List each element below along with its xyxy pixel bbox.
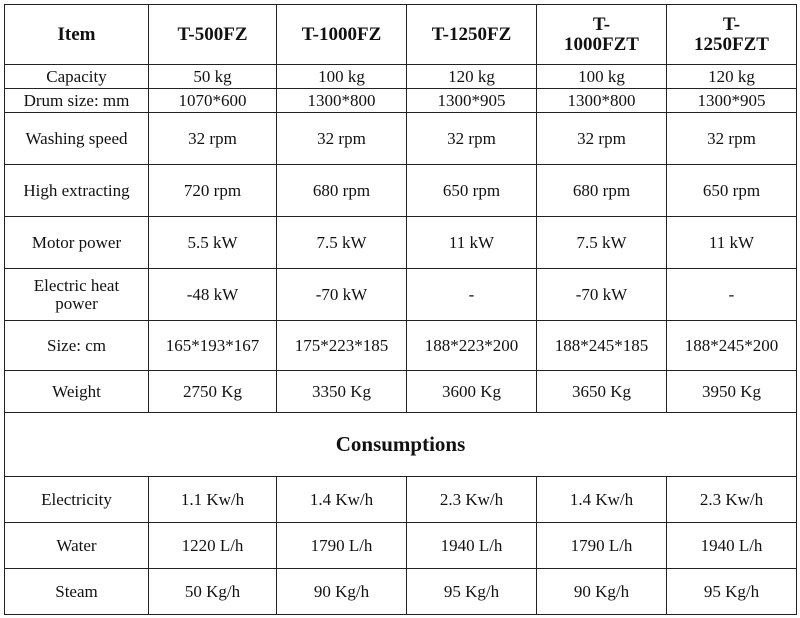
cell: 90 Kg/h [537,569,667,615]
cell: 2750 Kg [149,371,277,413]
row-label: Weight [5,371,149,413]
cell: 1220 L/h [149,523,277,569]
spec-row [5,371,797,413]
cell: 120 kg [667,65,797,89]
section-title: Consumptions [5,413,797,477]
consumption-row [5,523,797,569]
cell: 95 Kg/h [667,569,797,615]
cell: 1300*800 [277,89,407,113]
consumption-row [5,569,797,615]
cell: 11 kW [407,217,537,269]
model-line: T- 1250FZT [694,13,769,55]
cell: 680 rpm [277,165,407,217]
cell: 50 kg [149,65,277,89]
row-label: Size: cm [5,321,149,371]
cell: 165*193*167 [149,321,277,371]
header-model [667,5,797,65]
cell: 1300*905 [407,89,537,113]
cell: 95 Kg/h [407,569,537,615]
cell: 3600 Kg [407,371,537,413]
cell: 32 rpm [277,113,407,165]
cell: 188*245*200 [667,321,797,371]
cell: 1940 L/h [407,523,537,569]
cell: -70 kW [537,269,667,321]
row-label: High extracting [5,165,149,217]
consumption-row [5,477,797,523]
cell: - [667,269,797,321]
cell: 188*223*200 [407,321,537,371]
cell: 1300*905 [667,89,797,113]
row-label: Electricity [5,477,149,523]
cell: 120 kg [407,65,537,89]
cell: 50 Kg/h [149,569,277,615]
spec-row [5,269,797,321]
cell: 1070*600 [149,89,277,113]
header-model [537,5,667,65]
cell: 1790 L/h [277,523,407,569]
spec-row [5,113,797,165]
cell: 90 Kg/h [277,569,407,615]
cell: 32 rpm [407,113,537,165]
header-model: T-1250FZ [407,5,537,65]
cell: 32 rpm [667,113,797,165]
row-label: Motor power [5,217,149,269]
cell: 7.5 kW [277,217,407,269]
spec-row [5,89,797,113]
cell: 3950 Kg [667,371,797,413]
header-model: T-500FZ [149,5,277,65]
cell: 32 rpm [537,113,667,165]
row-label [5,269,149,321]
row-label: Drum size: mm [5,89,149,113]
spec-row [5,165,797,217]
model-line: T- 1000FZT [564,13,639,55]
header-row [5,5,797,65]
cell: 32 rpm [149,113,277,165]
spec-row [5,217,797,269]
row-label-text: Electric heat power [33,275,120,313]
spec-table [4,4,797,615]
cell: 7.5 kW [537,217,667,269]
section-row [5,413,797,477]
cell: 188*245*185 [537,321,667,371]
cell: 1790 L/h [537,523,667,569]
row-label: Washing speed [5,113,149,165]
spec-row [5,65,797,89]
cell: 100 kg [537,65,667,89]
cell: 2.3 Kw/h [407,477,537,523]
row-label: Steam [5,569,149,615]
cell: - [407,269,537,321]
cell: 3650 Kg [537,371,667,413]
cell: 2.3 Kw/h [667,477,797,523]
cell: 650 rpm [407,165,537,217]
cell: 1.1 Kw/h [149,477,277,523]
header-item: Item [5,5,149,65]
cell: 680 rpm [537,165,667,217]
spec-row [5,321,797,371]
row-label: Water [5,523,149,569]
cell: 1.4 Kw/h [537,477,667,523]
cell: 1300*800 [537,89,667,113]
cell: 5.5 kW [149,217,277,269]
cell: 1940 L/h [667,523,797,569]
cell: 650 rpm [667,165,797,217]
cell: -70 kW [277,269,407,321]
cell: 1.4 Kw/h [277,477,407,523]
cell: 3350 Kg [277,371,407,413]
header-model: T-1000FZ [277,5,407,65]
cell: 11 kW [667,217,797,269]
row-label: Capacity [5,65,149,89]
cell: 100 kg [277,65,407,89]
cell: 720 rpm [149,165,277,217]
cell: 175*223*185 [277,321,407,371]
cell: -48 kW [149,269,277,321]
